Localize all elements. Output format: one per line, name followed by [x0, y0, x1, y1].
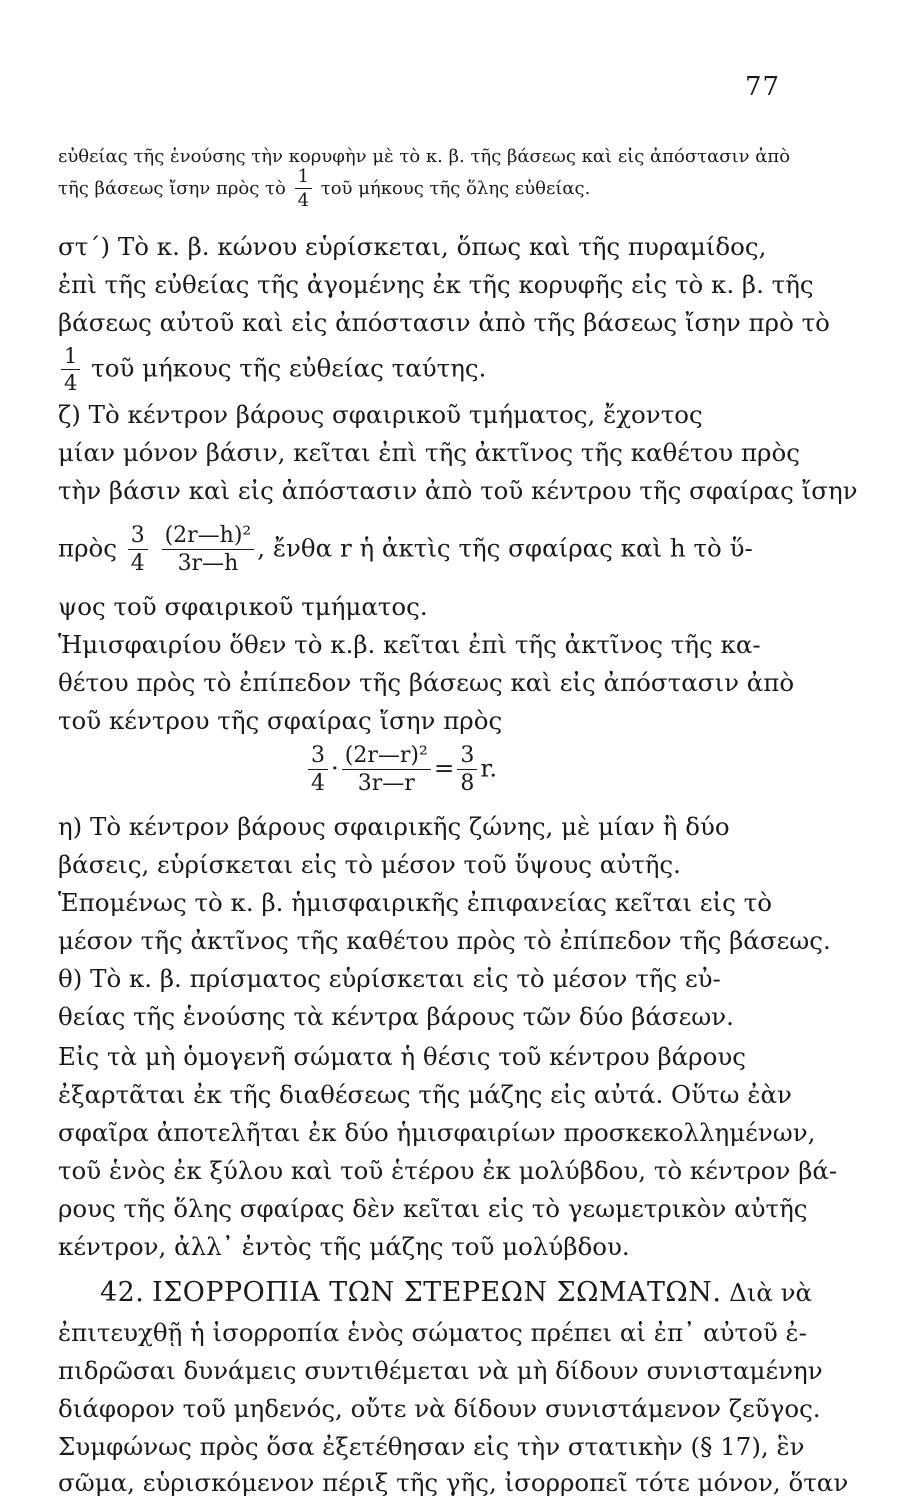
text-line-27: κέντρον, ἀλλ᾽ ἐντὸς τῆς μάζης τοῦ μολύβδου.: [58, 1232, 630, 1261]
text-line-14: τοῦ κέντρου τῆς σφαίρας ἴσην πρὸς: [58, 706, 503, 735]
fraction-hemisphere-formula: $\frac{\text{(2r—r)²}}{3r—r}$: [342, 745, 431, 795]
text-line-26: ρους τῆς ὅλης σφαίρας δὲν κεῖται εἰς τὸ γεωμετρικὸν αὐτῆς: [58, 1194, 808, 1223]
fraction-one-quarter: $\frac{1}{4}$: [295, 168, 312, 210]
fraction-segment-formula: $\frac{\text{(2r—h)²}}{3r—h}$: [162, 525, 255, 575]
text-line-7: ζ) Τὸ κέντρον βάρους σφαιρικοῦ τμήματος, ἔχοντος: [58, 400, 703, 429]
fraction-three-quarters: $\frac{3}{4}$: [128, 525, 148, 575]
text-line-24: σφαῖρα ἀποτελῆται ἐκ δύο ἡμισφαιρίων προσκεκολλημένων,: [58, 1118, 816, 1147]
text-line-13: θέτου πρὸς τὸ ἐπίπεδον τῆς βάσεως καὶ εἰς ἀπόστασιν ἀπὸ: [58, 668, 795, 697]
text-line-4: ἐπὶ τῆς εὐθείας τῆς ἀγομένης ἐκ τῆς κορυφῆς εἰς τὸ κ. β. τῆς: [58, 270, 814, 299]
section-title: ΙΣΟΡΡΟΠΙΑ ΤΩΝ ΣΤΕΡΕΩΝ ΣΩΜΑΤΩΝ.: [152, 1277, 722, 1308]
text-line-25: τοῦ ἑνὸς ἐκ ξύλου καὶ τοῦ ἑτέρου ἐκ μολύβδου, τὸ κέντρον βά-: [58, 1156, 838, 1185]
text-line-31: διάφορον τοῦ μηδενός, οὔτε νὰ δίδουν συνιστάμενον ζεῦγος.: [58, 1394, 821, 1423]
text-line-22: Εἰς τὰ μὴ ὁμογενῆ σώματα ἡ θέσις τοῦ κέντρου βάρους: [58, 1042, 746, 1071]
text-line-10: πρὸς $\frac{3}{4}$ $\frac{\text{(2r—h)²}}{3r—h}$ , ἔνθα r ἡ ἀκτὶς τῆς σφαίρας καὶ h τὸ ὕ-: [58, 523, 753, 576]
text-line-29: ἐπιτευχθῇ ἡ ἰσορροπία ἑνὸς σώματος πρέπει αἱ ἐπ᾽ αὐτοῦ ἐ-: [58, 1318, 807, 1347]
section-heading-42: 42. ΙΣΟΡΡΟΠΙΑ ΤΩΝ ΣΤΕΡΕΩΝ ΣΩΜΑΤΩΝ. Διὰ νὰ: [100, 1277, 813, 1308]
text-line-23: ἐξαρτᾶται ἐκ τῆς διαθέσεως τῆς μάζης εἰς αὐτά. Οὕτω ἐὰν: [58, 1080, 792, 1109]
text-line-19: μέσον τῆς ἀκτῖνος τῆς καθέτου πρὸς τὸ ἐπίπεδον τῆς βάσεως.: [58, 926, 831, 955]
text-line-8: μίαν μόνον βάσιν, κεῖται ἐπὶ τῆς ἀκτῖνος τῆς καθέτου πρὸς: [58, 438, 800, 467]
fraction-three-eighths: $\frac{3}{8}$: [457, 745, 477, 795]
text-line-17: βάσεις, εὑρίσκεται εἰς τὸ μέσον τοῦ ὕψους αὐτῆς.: [58, 850, 681, 879]
text-line-20: θ) Τὸ κ. β. πρίσματος εὑρίσκεται εἰς τὸ μέσον τῆς εὐ-: [58, 964, 721, 993]
text-line-16: η) Τὸ κέντρον βάρους σφαιρικῆς ζώνης, μὲ μίαν ἢ δύο: [58, 812, 730, 841]
fraction-three-quarters-b: $\frac{3}{4}$: [308, 745, 328, 795]
text-line-18: Ἑπομένως τὸ κ. β. ἡμισφαιρικῆς ἐπιφανείας κεῖται εἰς τὸ: [58, 888, 772, 917]
text-line-21: θείας τῆς ἑνούσης τὰ κέντρα βάρους τῶν δύο βάσεων.: [58, 1002, 734, 1031]
section-number: 42.: [100, 1277, 145, 1308]
text-line-3: στ΄) Τὸ κ. β. κώνου εὑρίσκεται, ὅπως καὶ τῆς πυραμίδος,: [58, 232, 767, 261]
text-line-6: $\frac{1}{4}$ τοῦ μήκους τῆς εὐθείας ταύτης.: [58, 346, 858, 394]
text-line-1: εὐθείας τῆς ἑνούσης τὴν κορυφὴν μὲ τὸ κ. β. τῆς βάσεως καὶ εἰς ἀπόστασιν ἀπὸ: [58, 146, 791, 167]
text-line-30: πιδρῶσαι δυνάμεις συντιθέμεται νὰ μὴ δίδουν συνισταμένην: [58, 1356, 823, 1385]
text-line-12: Ἡμισφαιρίου ὅθεν τὸ κ.β. κεῖται ἐπὶ τῆς ἀκτῖνος τῆς κα-: [58, 630, 761, 659]
text-line-5: βάσεως αὐτοῦ καὶ εἰς ἀπόστασιν ἀπὸ τῆς βάσεως ἴσην πρὸ τὸ: [58, 308, 830, 337]
text-line-32: Συμφώνως πρὸς ὅσα ἐξετέθησαν εἰς τὴν στατικὴν (§ 17), ἓν: [58, 1432, 805, 1461]
text-line-33: σῶμα, εὑρισκόμενον πέριξ τῆς γῆς, ἰσορροπεῖ τότε μόνον, ὅταν: [58, 1468, 849, 1497]
text-line-9: τὴν βάσιν καὶ εἰς ἀπόστασιν ἀπὸ τοῦ κέντρου τῆς σφαίρας ἴσην: [58, 476, 858, 505]
text-line-11: ψος τοῦ σφαιρικοῦ τμήματος.: [58, 592, 428, 621]
text-line-2: τῆς βάσεως ἴσην πρὸς τὸ $\frac{1}{4}$ τοῦ μήκους τῆς ὅλης εὐθείας.: [58, 166, 591, 211]
page-number: 77: [745, 72, 781, 102]
fraction-one-quarter-large: $\frac{1}{4}$: [61, 346, 80, 394]
formula-hemisphere: $\frac{3}{4}$ · $\frac{\text{(2r—r)²}}{3r—r}$ = $\frac{3}{8}$ r.: [305, 745, 605, 795]
